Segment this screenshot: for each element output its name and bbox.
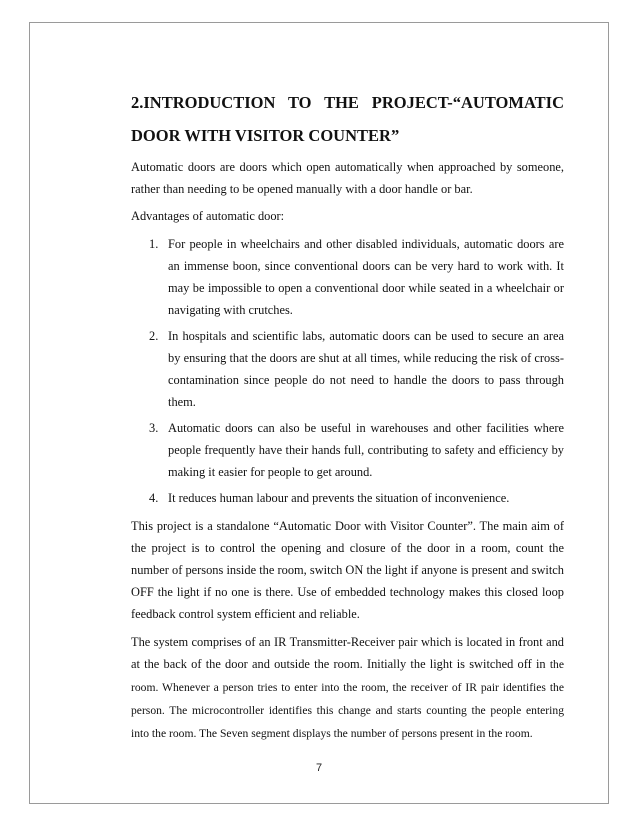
list-item-text: Automatic doors can also be useful in warehouses and other facilities where people frequently have their hands full, contributing to safety and efficiency by making it easier for people to get around. (168, 421, 564, 479)
system-paragraph (131, 631, 564, 745)
section-heading (131, 86, 564, 152)
advantages-list (131, 233, 564, 509)
list-item-number: 4. (149, 491, 159, 505)
list-item-text: In hospitals and scientific labs, automatic doors can be used to secure an area by ensuring that the doors are shut at all times, while reducing the risk of cross-contamination since people do not need to handle the doors to pass through them. (168, 329, 564, 409)
page-number: 7 (315, 762, 323, 774)
list-item (131, 487, 564, 509)
heading-line-2: DOOR WITH VISITOR COUNTER” (131, 126, 400, 145)
list-item (131, 417, 564, 483)
heading-line-1: 2.INTRODUCTION TO THE PROJECT-“AUTOMATIC (131, 93, 564, 112)
list-item-text: It reduces human labour and prevents the situation of inconvenience. (168, 491, 510, 505)
document-body (131, 86, 564, 751)
project-paragraph: This project is a standalone “Automatic Door with Visitor Counter”. The main aim of the project is to control the opening and closure of the door in a room, count the number of persons inside the room, switch ON the light if anyone is present and switch OFF the light if no one is there. Use of embedded technology makes this closed loop feedback control system efficient and reliable. (131, 519, 564, 621)
list-item-number: 1. (149, 237, 159, 251)
list-item-text: For people in wheelchairs and other disabled individuals, automatic doors are an immense boon, since conventional doors can be very hard to work with. It may be impossible to open a conventional door while seated in a wheelchair or navigating with crutches. (168, 237, 564, 317)
system-paragraph-part-1: The system comprises of an IR Transmitter-Receiver pair which is located in front and at the back of the door and outside the room. Initially the light is switched off in (131, 635, 564, 671)
advantages-title: Advantages of automatic door: (131, 209, 285, 223)
intro-paragraph: Automatic doors are doors which open automatically when approached by someone, rather than needing to be opened manually with a door handle or bar. (131, 160, 564, 196)
system-paragraph-part-2: the room. Whenever a person tries to enter into the room, the receiver of IR pair identifies the person. The microcontroller identifies this change and starts counting the people entering into the room. The Seven segment displays the number of persons present in the room. (131, 658, 564, 740)
list-item (131, 233, 564, 321)
list-item-number: 3. (149, 421, 159, 435)
list-item (131, 325, 564, 413)
list-item-number: 2. (149, 329, 159, 343)
